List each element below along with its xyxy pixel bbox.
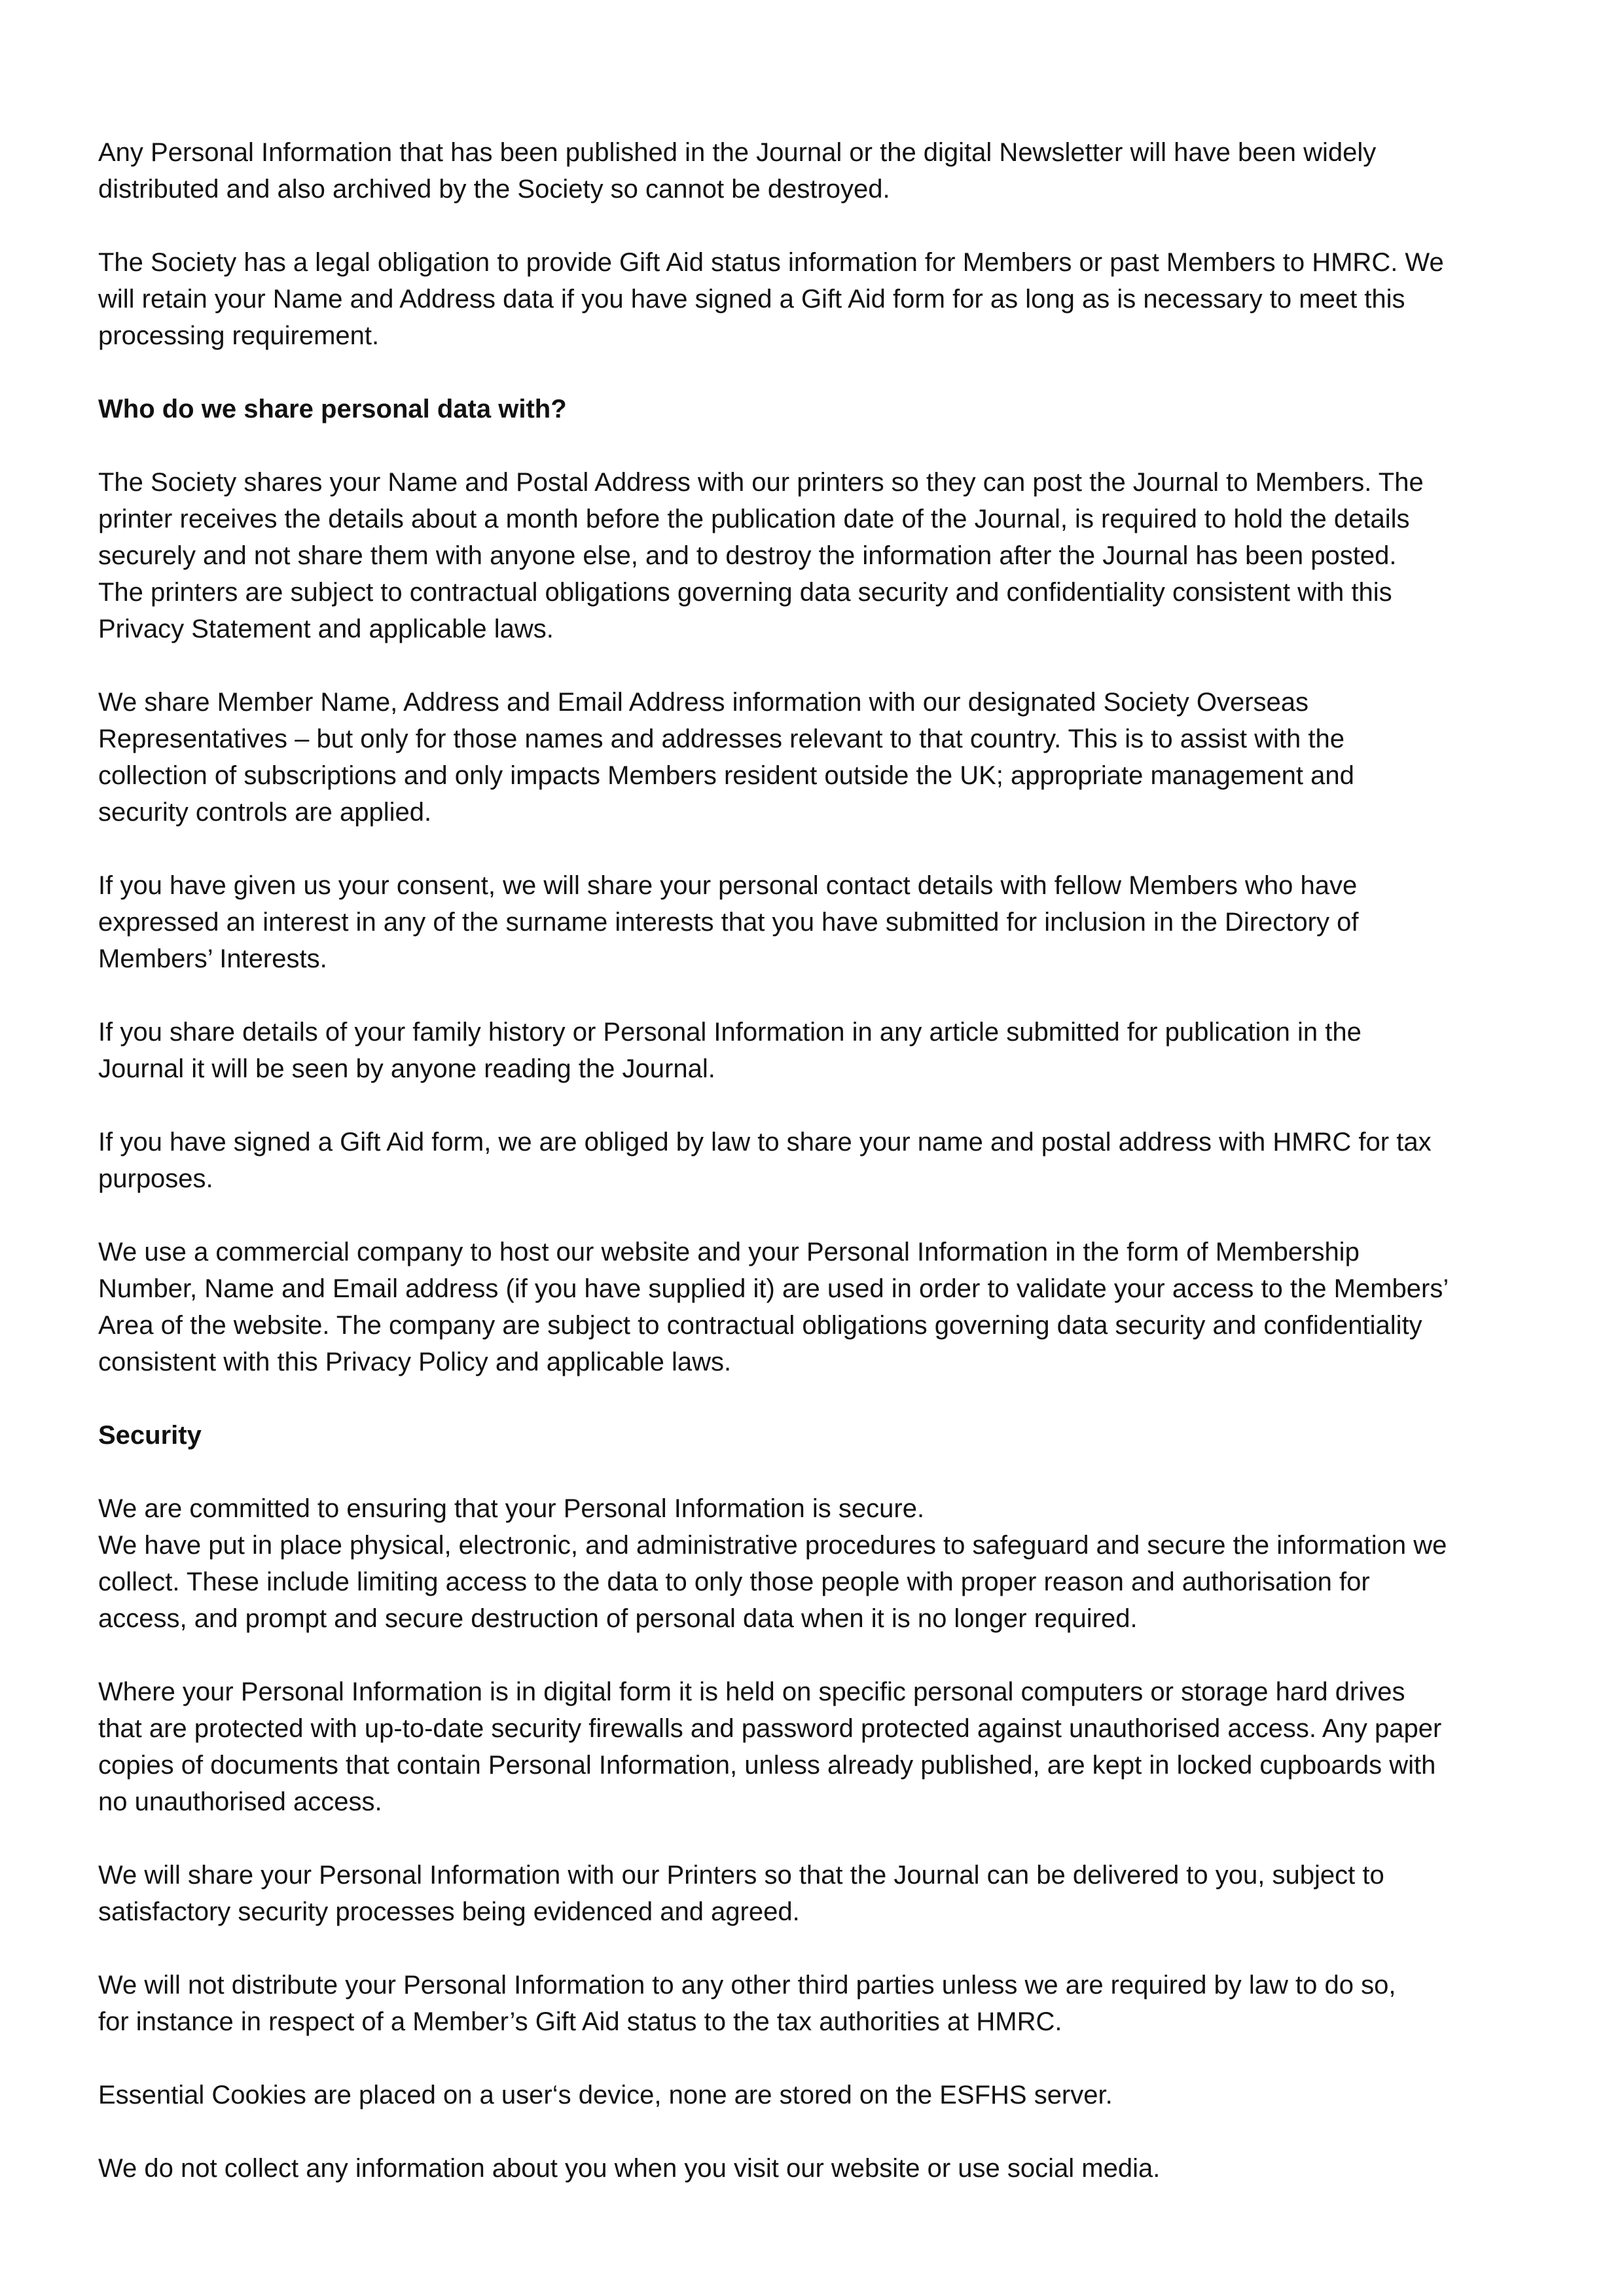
paragraph-security-commitment: We are committed to ensuring that your Personal Information is secure. <box>98 1494 925 1523</box>
paragraph-digital-storage: Where your Personal Information is in digital form it is held on specific personal computers or storage hard drives that are protected with up-to-date security firewalls and password protected against unauthorised access. Any paper copies of documents that contain Personal Information, unless already published, are kept in locked cupboards with no unauthorised access. <box>98 1677 1442 1816</box>
paragraph-printers: The Society shares your Name and Postal Address with our printers so they can post the Journal to Members. The printer receives the details about a month before the publication date of the Journal, is required to hold the details securely and not share them with anyone else, and to destroy the information after the Journal has been posted. The printers are subject to contractual obligations governing data security and confidentiality consistent with this Privacy Statement and applicable laws. <box>98 468 1424 643</box>
paragraph-security-procedures: We have put in place physical, electronic, and administrative procedures to safeguard and secure the information we collect. These include limiting access to the data to only those people with proper reason and authorisation for access, and prompt and secure destruction of personal data when it is no longer required. <box>98 1531 1447 1633</box>
paragraph-website-host: We use a commercial company to host our website and your Personal Information in the form of Membership Number, Name and Email address (if you have supplied it) are used in order to validate your access to the Members’ Area of the website. The company are subject to contractual obligations governing data security and confidentiality consistent with this Privacy Policy and applicable laws. <box>98 1238 1449 1376</box>
document-page <box>98 134 1532 2223</box>
heading-security: Security <box>98 1421 202 1450</box>
paragraph-published-info: Any Personal Information that has been published in the Journal or the digital Newsletter will have been widely distributed and also archived by the Society so cannot be destroyed. <box>98 138 1377 204</box>
paragraph-cookies: Essential Cookies are placed on a user‘s device, none are stored on the ESFHS server. <box>98 2081 1113 2109</box>
paragraph-journal-articles: If you share details of your family history or Personal Information in any article submitted for publication in the Journal it will be seen by anyone reading the Journal. <box>98 1018 1362 1083</box>
paragraph-overseas-representatives: We share Member Name, Address and Email Address information with our designated Society Overseas Representatives – but only for those names and addresses relevant to that country. This is to assist with the collection of subscriptions and only impacts Members resident outside the UK; appropriate management and security controls are applied. <box>98 688 1354 827</box>
paragraph-third-parties: We will not distribute your Personal Information to any other third parties unless we are required by law to do so, for instance in respect of a Member’s Gift Aid status to the tax authorities at HMRC. <box>98 1971 1396 2036</box>
paragraph-gift-aid-obligation: The Society has a legal obligation to provide Gift Aid status information for Members or past Members to HMRC. We will retain your Name and Address data if you have signed a Gift Aid form for as long as is necessary to meet this processing requirement. <box>98 248 1444 350</box>
paragraph-gift-aid-hmrc: If you have signed a Gift Aid form, we are obliged by law to share your name and postal address with HMRC for tax purposes. <box>98 1128 1432 1193</box>
paragraph-no-collection: We do not collect any information about you when you visit our website or use social media. <box>98 2154 1161 2183</box>
paragraph-members-interests: If you have given us your consent, we will share your personal contact details with fellow Members who have expressed an interest in any of the surname interests that you have submitted for inclusion in the Directory of Members’ Interests. <box>98 871 1359 973</box>
heading-who-we-share-with: Who do we share personal data with? <box>98 395 567 423</box>
paragraph-printers-sharing: We will share your Personal Information with our Printers so that the Journal can be delivered to you, subject to satisfactory security processes being evidenced and agreed. <box>98 1861 1384 1926</box>
